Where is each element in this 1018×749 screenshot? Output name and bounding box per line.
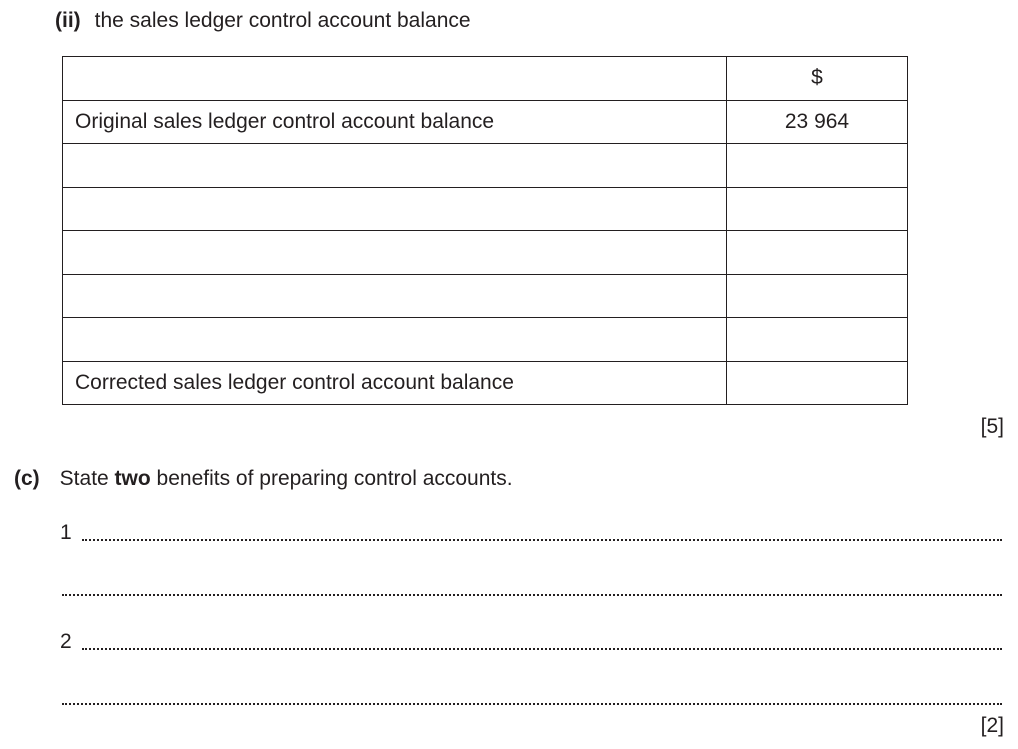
header-amount-cell: $ bbox=[727, 57, 908, 101]
answer-line-1[interactable] bbox=[82, 539, 1002, 541]
table-row bbox=[63, 361, 908, 405]
question-number-c: (c) bbox=[14, 467, 40, 490]
table-row bbox=[63, 318, 908, 362]
row-description: Corrected sales ledger control account balance bbox=[63, 361, 727, 405]
row-description-blank[interactable] bbox=[63, 274, 727, 318]
answer-line-2b[interactable] bbox=[62, 703, 1002, 705]
answer-line-2[interactable] bbox=[82, 648, 1002, 650]
row-amount-blank[interactable] bbox=[727, 187, 908, 231]
question-ii bbox=[55, 9, 471, 33]
table-row bbox=[63, 144, 908, 188]
header-description-cell bbox=[63, 57, 727, 101]
row-description-blank[interactable] bbox=[63, 187, 727, 231]
question-text-after: benefits of preparing control accounts. bbox=[150, 467, 513, 490]
row-description-blank[interactable] bbox=[63, 231, 727, 275]
table-row bbox=[63, 231, 908, 275]
marks-indicator: [2] bbox=[980, 714, 1004, 737]
question-c bbox=[14, 467, 513, 491]
row-description-blank[interactable] bbox=[63, 318, 727, 362]
table-header-row bbox=[63, 57, 908, 101]
row-amount-blank[interactable] bbox=[727, 144, 908, 188]
row-amount-blank[interactable] bbox=[727, 318, 908, 362]
question-text-ii: the sales ledger control account balance bbox=[94, 9, 471, 32]
question-text-bold: two bbox=[114, 467, 151, 490]
table-row bbox=[63, 187, 908, 231]
table-row bbox=[63, 100, 908, 144]
question-text-c bbox=[60, 467, 513, 490]
row-amount: 23 964 bbox=[727, 100, 908, 144]
row-description-blank[interactable] bbox=[63, 144, 727, 188]
row-amount-blank[interactable] bbox=[727, 231, 908, 275]
answer-number-1: 1 bbox=[60, 521, 72, 544]
row-description: Original sales ledger control account balance bbox=[63, 100, 727, 144]
row-amount-blank[interactable] bbox=[727, 361, 908, 405]
marks-indicator: [5] bbox=[980, 415, 1004, 438]
question-text-before: State bbox=[59, 467, 115, 490]
answer-number-2: 2 bbox=[60, 630, 72, 653]
table-row bbox=[63, 274, 908, 318]
row-amount-blank[interactable] bbox=[727, 274, 908, 318]
answer-line-1b[interactable] bbox=[62, 594, 1002, 596]
sales-ledger-table bbox=[62, 56, 908, 405]
question-number-ii: (ii) bbox=[55, 9, 81, 32]
